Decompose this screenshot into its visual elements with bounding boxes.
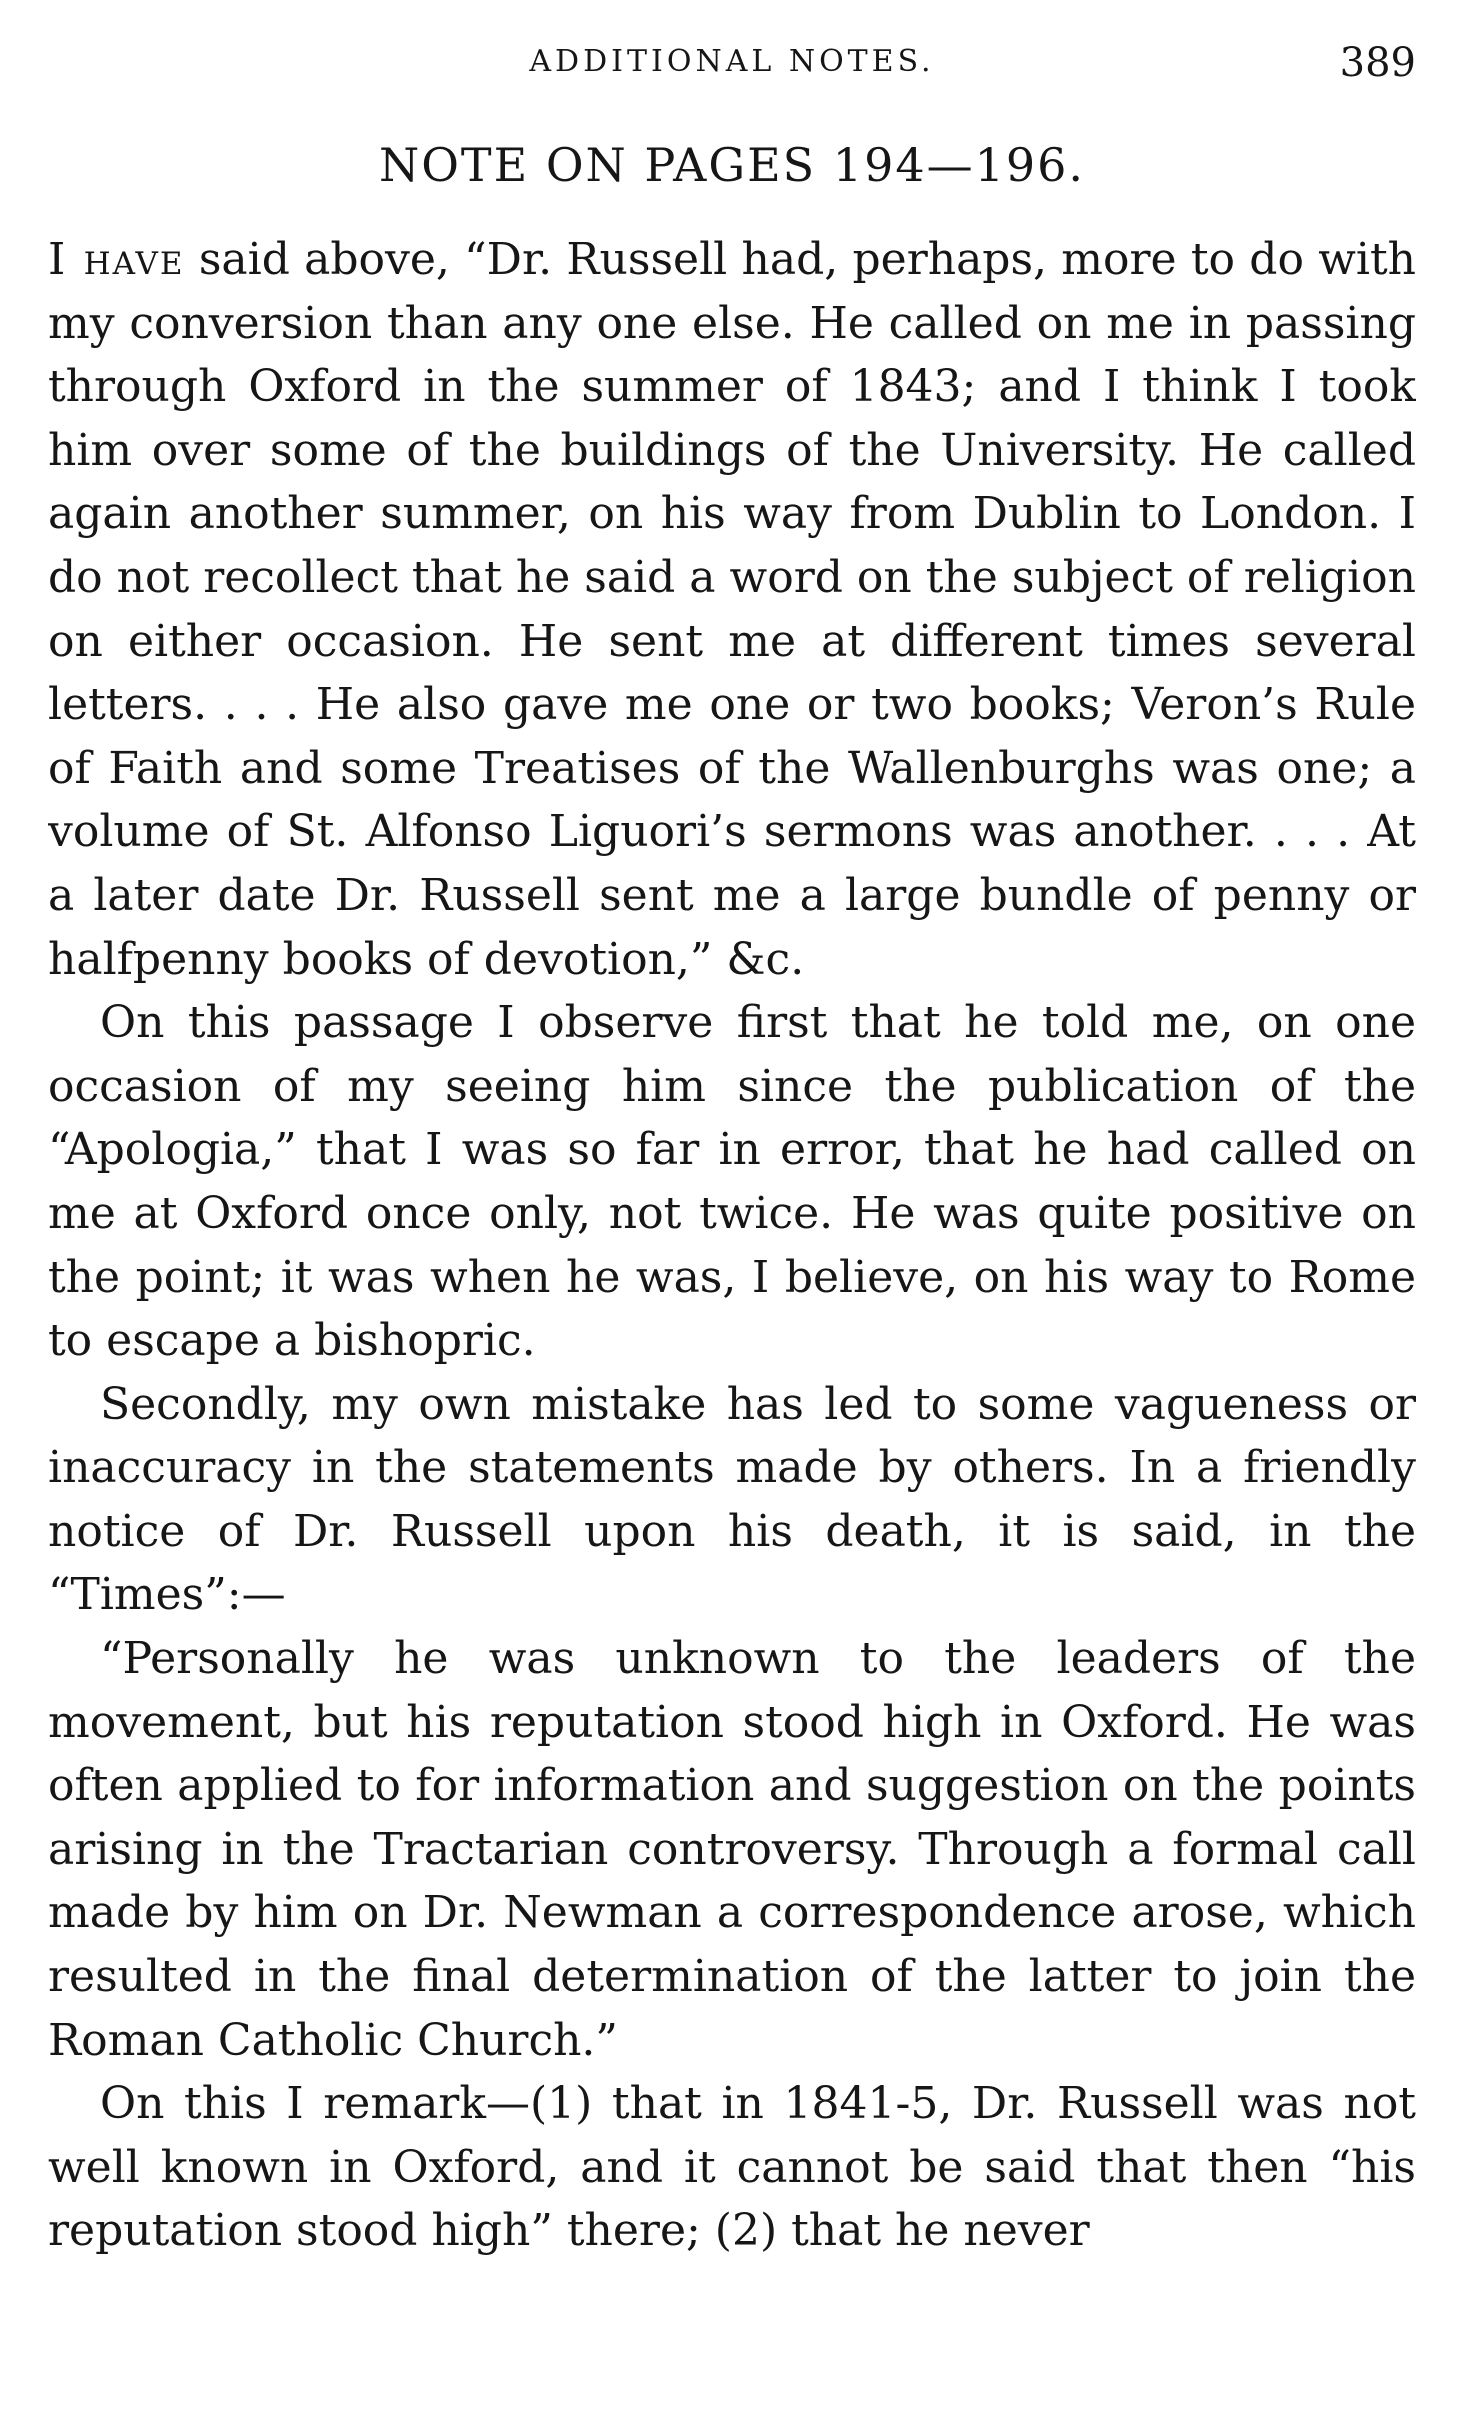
- paragraph-3: Secondly, my own mistake has led to some vagueness or inaccuracy in the statements made by others. In a friendly notice of Dr. Russell upon his death, it is said, in the “Times”:—: [48, 1378, 1416, 1621]
- page-number: 389: [1339, 40, 1416, 86]
- paragraph-1: [48, 228, 1416, 991]
- paragraph-5: On this I remark—(1) that in 1841-5, Dr. Russell was not well known in Oxford, and it cannot be said that then “his reputation stood high” there; (2) that he never: [48, 2078, 1416, 2257]
- note-title: NOTE ON PAGES 194—196.: [378, 138, 1086, 192]
- paragraph-1-lead: I have: [48, 234, 185, 285]
- times-quotation: “Personally he was unknown to the leaders of the movement, but his reputation stood high in Oxford. He was often applied to for information and suggestion on the points arising in the Tractarian controversy. Through a formal call made by him on Dr. Newman a correspondence arose, which resulted in the final determination of the latter to join the Roman Catholic Church.”: [48, 1633, 1416, 2066]
- paragraph-2: On this passage I observe first that he told me, on one occasion of my seeing him since the publication of the “Apologia,” that I was so far in error, that he had called on me at Oxford once only, not twice. He was quite positive on the point; it was when he was, I believe, on his way to Rome to escape a bishopric.: [48, 997, 1416, 1367]
- paragraph-1-text: said above, “Dr. Russell had, perhaps, more to do with my conversion than any one else. He called on me in passing through Oxford in the summer of 1843; and I think I took him over some of the buildings of the University. He called again another summer, on his way from Dublin to London. I do not recollect that he said a word on the subject of religion on either occasion. He sent me at different times several letters. . . . He also gave me one or two books; Veron’s Rule of Faith and some Treatises of the Wallenburghs was one; a volume of St. Alfonso Liguori’s sermons was another. . . . At a later date Dr. Russell sent me a large bundle of penny or halfpenny books of devotion,” &c.: [48, 234, 1416, 985]
- book-page: [48, 40, 1416, 2400]
- running-head: [48, 40, 1416, 110]
- running-title: ADDITIONAL NOTES.: [529, 44, 935, 79]
